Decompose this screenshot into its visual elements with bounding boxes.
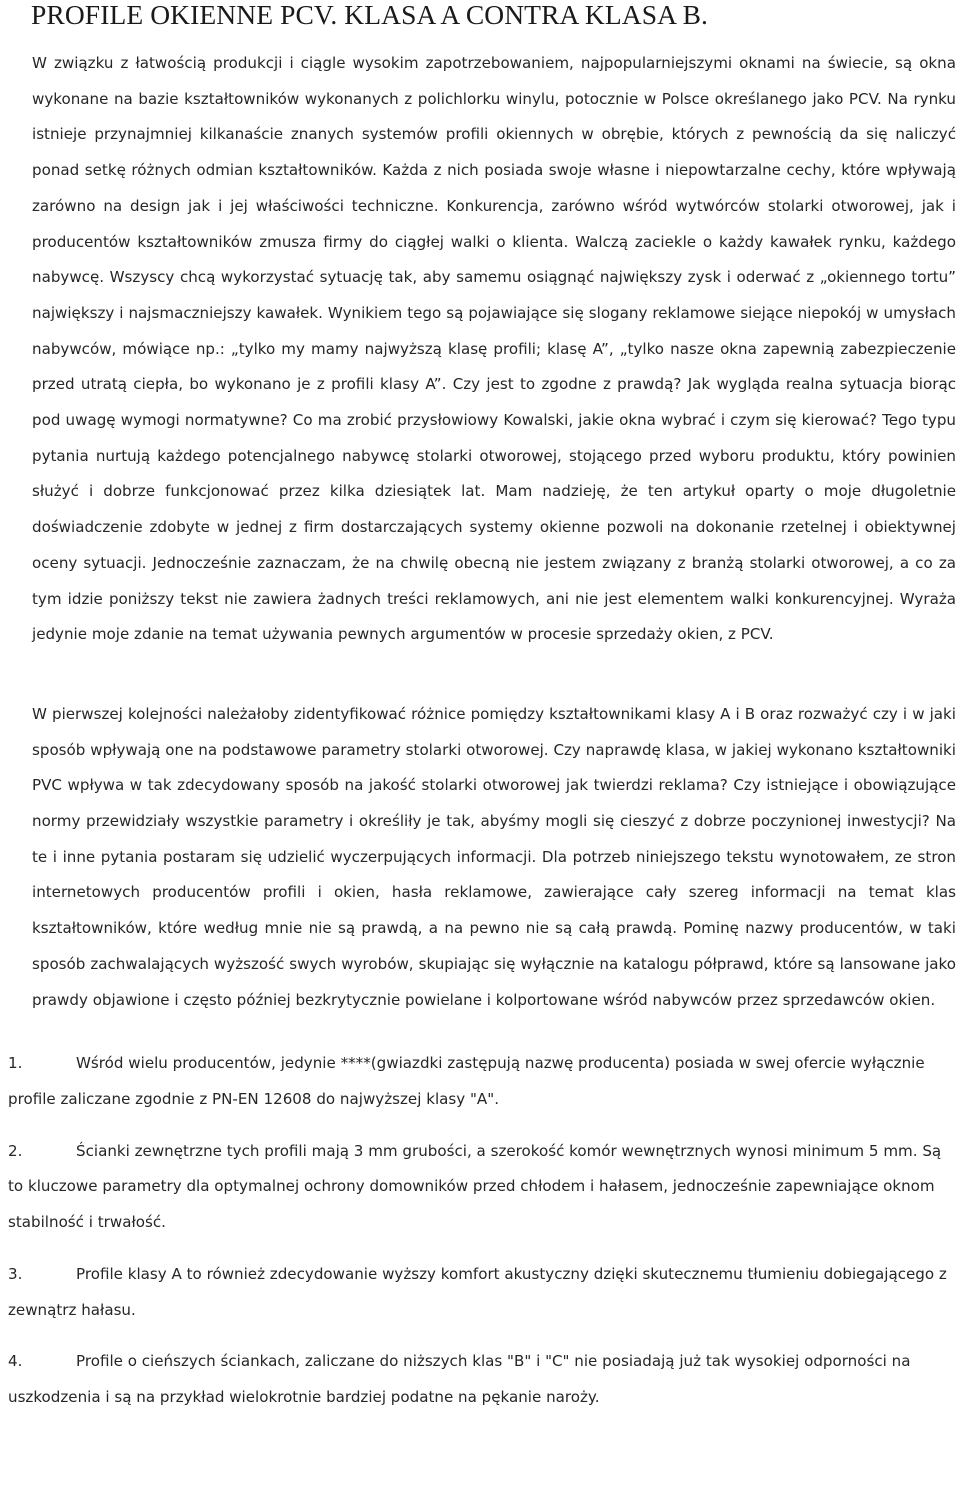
list-item [2, 1134, 956, 1241]
list-item-number: 1. [8, 1054, 23, 1073]
list-item [2, 1257, 956, 1328]
list-item-text: Ścianki zewnętrzne tych profili mają 3 mm grubości, a szerokość komór wewnętrznych wynosi minimum 5 mm. Są to kluczowe parametry dla optymalnej ochrony domowników przed chłodem i hałasem, jednocześnie zapewniające oknom stabilność i trwałość. [8, 1141, 942, 1232]
list-item-text: Profile o cieńszych ściankach, zaliczane do niższych klas "B" i "C" nie posiadają już tak wysokiej odporności na uszkodzenia i są na przykład wielokrotnie bardziej podatne na pękanie naroży. [8, 1352, 911, 1406]
list-item-number: 3. [8, 1264, 23, 1283]
list-item-number: 2. [8, 1141, 23, 1160]
list-item [2, 1344, 956, 1415]
second-paragraph: W pierwszej kolejności należałoby zidentyfikować różnice pomiędzy kształtownikami klasy A i B oraz rozważyć czy i w jaki sposób wpływają one na podstawowe parametry stolarki otworowej. Czy naprawdę klasa, w jakiej wykonano kształtowniki PVC wpływa w tak zdecydowany sposób na jakość stolarki otworowej jak twierdzi reklama? Czy istniejące i obowiązujące normy przewidziały wszystkie parametry i określiły je tak, abyśmy mogli się cieszyć z dobrze poczynionej inwestycji? Na te i inne pytania postaram się udzielić wyczerpujących informacji. Dla potrzeb niniejszego tekstu wynotowałem, ze stron internetowych producentów profili i okien, hasła reklamowe, zawierające cały szereg informacji na temat klas kształtowników, które według mnie nie są prawdą, a na pewno nie są całą prawdą. Pominę nazwy producentów, w taki sposób zachwalających wyższość swych wyrobów, skupiając się wyłącznie na katalogu półprawd, które są lansowane jako prawdy objawione i często później bezkrytycznie powielane i kolportowane wśród nabywców przez sprzedawców okien. [32, 704, 956, 1009]
list-item-number: 4. [8, 1352, 23, 1371]
list-item [2, 1046, 956, 1117]
list-item-text: Profile klasy A to również zdecydowanie wyższy komfort akustyczny dzięki skutecznemu tłumieniu dobiegającego z zewnątrz hałasu. [8, 1264, 947, 1319]
intro-paragraph: W związku z łatwością produkcji i ciągle wysokim zapotrzebowaniem, najpopularniejszymi oknami na świecie, są okna wykonane na bazie kształtowników wykonanych z polichlorku winylu, potocznie w Polsce określanego jako PCV. Na rynku istnieje przynajmniej kilkanaście znanych systemów profili okiennych w obrębie, których z pewnością da się naliczyć ponad setkę różnych odmian kształtowników. Każda z nich posiada swoje własne i niepowtarzalne cechy, które wpływają zarówno na design jak i jej właściwości techniczne. Konkurencja, zarówno wśród wytwórców stolarki otworowej, jak i producentów kształtowników zmusza firmy do ciągłej walki o klienta. Walczą zaciekle o każdy kawałek rynku, każdego nabywcę. Wszyscy chcą wykorzystać sytuację tak, aby samemu osiągnąć największy zysk i oderwać z „okiennego tortu” największy i najsmaczniejszy kawałek. Wynikiem tego są pojawiające się slogany reklamowe siejące niepokój w umysłach nabywców, mówiące np.: „tylko my mamy najwyższą klasę profili; klasę A”, „tylko nasze okna zapewnią zabezpieczenie przed utratą ciepła, bo wykonano je z profili klasy A”. Czy jest to zgodne z prawdą? Jak wygląda realna sytuacja biorąc pod uwagę wymogi normatywne? Co ma zrobić przysłowiowy Kowalski, jakie okna wybrać i czym się kierować? Tego typu pytania nurtują każdego potencjalnego nabywcę stolarki otworowej, stojącego przed wyboru produktu, który powinien służyć i dobrze funkcjonować przez kilka dziesiątek lat. Mam nadzieję, że ten artykuł oparty o moje długoletnie doświadczenie zdobyte w jednej z firm dostarczających systemy okienne pozwoli na dokonanie rzetelnej i obiektywnej oceny sytuacji. Jednocześnie zaznaczam, że na chwilę obecną nie jestem związany z branżą stolarki otworowej, a co za tym idzie poniższy tekst nie zawiera żadnych treści reklamowych, ani nie jest elementem walki konkurencyjnej. Wyraża jedynie moje zdanie na temat używania pewnych argumentów w procesie sprzedaży okien, z PCV. [32, 54, 956, 644]
claims-list [8, 1046, 956, 1415]
page-title: PROFILE OKIENNE PCV. KLASA A CONTRA KLASA B. [31, 0, 708, 30]
list-item-text: Wśród wielu producentów, jedynie ****(gwiazdki zastępują nazwę producenta) posiada w swej ofercie wyłącznie profile zaliczane zgodnie z PN-EN 12608 do najwyższej klasy "A". [8, 1054, 925, 1108]
